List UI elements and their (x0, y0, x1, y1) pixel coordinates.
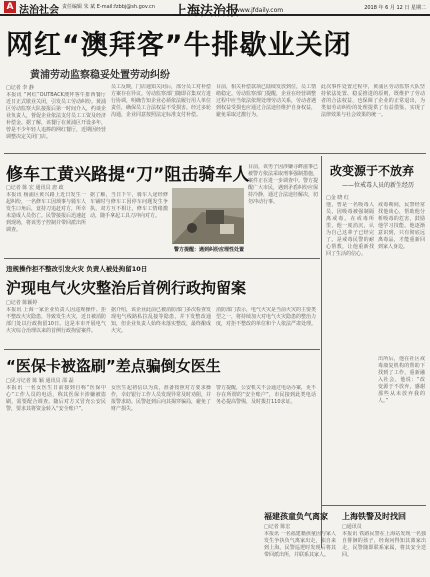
story3-col1: 本报讯 上海一家企业负责人因违规操作、拒不整改火灾隐患，导致发生火灾，近日被消防部门处以行政拘留10日。这是本市开展电气火灾综合治理以来的首例行政拘留案件。 (6, 307, 106, 334)
story1-headline: 网红“澳拜客”牛排歇业关闭 (6, 30, 352, 61)
story1-col2: 员工反映，门店通知关闭后，部分员工对补偿方案存在异议。劳动监察部门随即召集双方进行协调，明确告知企业必须依法履行用人单位责任，确保员工合法权益不受损害。经过多轮沟通，企业同意按照法定标准支付补偿。 (111, 84, 211, 118)
story1-col3: 目前，相关补偿款项已陆续发放到位，员工情绪稳定。劳动监察部门提醒，企业在经营调整过程中应当依法依规处理劳动关系，劳动者遇到权益受损也应通过合法途径维护自身权益，避免采取过激行为。 (216, 84, 316, 118)
brief2-byline: □通讯员 (342, 524, 362, 530)
story2-col2: 据了解，当日下午，骑车人途经修车铺时与修车工因停车问题发生争执，双方互不相让，修车工情绪激动，随手拿起工具刀冲向对方。 (90, 192, 168, 219)
feature-col3: 出所后，他在社区戒毒康复机构的帮助下找到了工作，重新融入社会。他说：“改变源于不放弃，感谢那些从未放弃我的人。” (378, 356, 425, 404)
story4-col3: 警方提醒，公安机关不会通过电话办案，更不存在所谓的“安全账户”，市民接到此类电话务必提高警惕，及时拨打110求证。 (216, 385, 316, 405)
brief1-byline: □记者 陈宏 (264, 524, 291, 530)
story3-headline: 沪现电气火灾整治后首例行政拘留案 (6, 279, 247, 297)
masthead (0, 0, 430, 19)
brief2-headline: 上海铁警及时找回 (342, 512, 406, 521)
brief1-text: 本报讯 一名福建籍孩童因与家人发生争执负气离家出走，独自来到上海。民警巡逻时发现后将其带回派出所，并联系其家人。 (264, 531, 336, 558)
photo-caption: 警方提醒：遇到纠纷应理性处置 (174, 247, 245, 253)
story2-col3: 目前，该男子因涉嫌寻衅滋事已被警方依法采取刑事强制措施，案件正在进一步调查中。警方提醒广大市民，遇到矛盾纠纷应保持冷静，通过合法途径解决，切勿冲动行事。 (248, 164, 318, 205)
feature-headline: 改变源于不放弃 (330, 164, 415, 178)
story4-col1: 本报讯 一名女医生日前接到自称“医保中心”工作人员的电话，称其医保卡涉嫌被盗刷，需要配合调查。随后对方又冒充公安民警，要求其将资金转入“安全账户”。 (6, 385, 106, 412)
street-photo-icon (172, 188, 244, 244)
divider (322, 505, 426, 506)
story4-byline: □见习记者 陈 颖 通讯员 邵 磊 (6, 378, 74, 384)
story2-headline: 修车工黄兴路提“刀”阻击骑车人 (6, 165, 250, 185)
feature-col2: 戒毒期间，民警经常找他谈心，帮助他分析吸毒的危害，鼓励他学习技能。他逐渐意识到，只有彻底远离毒品，才能重新回到家人身边。 (378, 202, 425, 250)
vertical-divider (321, 156, 322, 548)
brief2-text: 本报讯 铁路民警在上海站发现一名独自徘徊的孩子，经询问得知其离家出走，民警随即联系家属，将其安全送回。 (342, 531, 426, 558)
story3-kicker: 违规操作拒不整改引发火灾 负责人被处拘留10日 (6, 265, 148, 273)
news-photo (172, 188, 244, 244)
feature-byline: □金 晓 红 (326, 195, 349, 201)
date-line: 2018 年 6 月 12 日 星期二 (364, 5, 426, 11)
feature-subhead: ——位戒毒人员的新生经历 (342, 182, 415, 189)
section-mark: A (4, 1, 16, 13)
story4-col2: 女医生起初信以为真，准备按照对方要求操作，幸好银行工作人员发现异常及时劝阻，并报警求助。民警赶到后向其揭穿骗局，避免了财产损失。 (111, 385, 211, 412)
section-name: 法治社会 (19, 5, 59, 16)
divider (4, 349, 320, 350)
story3-col3: 消防部门表示，电气火灾是当前火灾的主要类型之一，将持续加大对电气火灾隐患的整治力度，对拒不整改的单位和个人依法严肃处理。 (216, 307, 316, 327)
story1-byline: □记者 李 静 (6, 85, 34, 91)
paper-name: 上海法治报 (174, 4, 240, 19)
feature-col1: 他，曾是一名吸毒人员，因吸毒被强制隔离戒毒。在戒毒所里，他一度消沉，认为自己这辈子已经完了。是戒毒民警的耐心帮教，让他重新找回了生活的信心。 (326, 202, 374, 257)
story3-byline: □记者 陈颖婷 (6, 300, 38, 306)
paper-url: www.jfdaily.com (235, 7, 284, 14)
brief1-headline: 福建孩童负气离家 (264, 512, 328, 521)
story1-subhead: 黄浦劳动监察稳妥处置劳动纠纷 (30, 70, 170, 81)
divider (4, 153, 426, 154)
story4-headline: “医保卡被盗刷”差点骗倒女医生 (6, 357, 221, 375)
story1-col4: 此次事件处置过程中，黄浦区劳动监察大队坚持依法处置、稳妥推进的原则，既维护了劳动者的合法权益，也保障了企业的正常退出，为类似劳动纠纷的处理提供了有益借鉴，实现了法律效果与社会效果的统一。 (321, 84, 425, 118)
story3-col2: 据介绍，该企业此前已被消防部门多次检查发现电气线路私拉乱接等隐患，并下发整改通知，但企业负责人始终未落实整改，最终酿成火灾。 (111, 307, 211, 334)
story2-byline: □记者 陈 宏 通讯员 唐 政 (6, 185, 64, 191)
story1-col1: 本报讯 “网红”OUTBACK澳拜客牛排西餐厅近日正式歇业关闭，引发员工劳动纠纷。黄浦区劳动监察大队接报后第一时间介入，约谈企业负责人，督促企业依法支付员工工资及经济补偿金。据了解，该餐厅在黄浦区开设多年，曾是不少年轻人追捧的网红餐厅，近期因经营调整决定关闭门店。 (6, 92, 106, 140)
editor-info: 责任编辑 朱 斌 E-mail:fzbbj@sh.gov.cn (62, 4, 155, 10)
story2-col1: 本报讯 杨浦区黄兴路上近日发生一起纠纷，一名修车工因琐事与骑车人发生口角后，竟持刀追赶对方，所幸未造成人员伤亡。民警接报后迅速赶到现场，将该男子控制并带回派出所调查。 (6, 192, 86, 233)
divider (4, 258, 320, 259)
